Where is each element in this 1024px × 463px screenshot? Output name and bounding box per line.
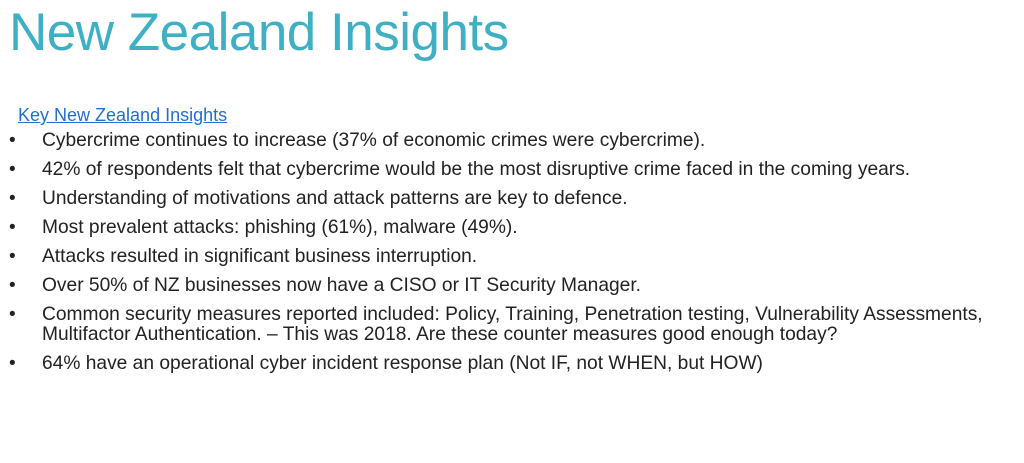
bullet-text: Most prevalent attacks: phishing (61%), malware (49%).	[42, 217, 518, 238]
bullet-item-response-plan	[0, 354, 1024, 374]
bullet-text: Attacks resulted in significant business interruption.	[42, 246, 478, 267]
bullet-item-security-measures	[0, 305, 1024, 345]
bullet-text: Cybercrime continues to increase (37% of economic crimes were cybercrime).	[42, 130, 706, 151]
bullet-item-motivations	[0, 189, 1024, 209]
key-insights-link[interactable]: Key New Zealand Insights	[18, 105, 228, 125]
bullet-text: Common security measures reported included: Policy, Training, Penetration testing, Vulnerability Assessments, Multifactor Authentication. – This was 2018. Are these counter measures good enough today?	[42, 304, 983, 345]
bullet-item-disruptive-crime	[0, 160, 1024, 180]
bullet-icon: •	[9, 159, 16, 180]
bullet-icon: •	[9, 246, 16, 267]
bullet-text: Over 50% of NZ businesses now have a CISO or IT Security Manager.	[42, 275, 641, 296]
bullet-item-ciso	[0, 276, 1024, 296]
bullet-text: 42% of respondents felt that cybercrime would be the most disruptive crime faced in the coming years.	[42, 159, 911, 180]
bullet-icon: •	[9, 353, 16, 374]
slide-title: New Zealand Insights	[9, 3, 509, 62]
bullet-item-cybercrime-increase	[0, 131, 1024, 151]
bullet-text: Understanding of motivations and attack patterns are key to defence.	[42, 188, 628, 209]
bullet-icon: •	[9, 275, 16, 296]
bullet-icon: •	[9, 304, 16, 325]
bullet-text: 64% have an operational cyber incident response plan (Not IF, not WHEN, but HOW)	[42, 353, 763, 374]
bullet-icon: •	[9, 130, 16, 151]
bullet-icon: •	[9, 188, 16, 209]
bullet-item-prevalent-attacks	[0, 218, 1024, 238]
insights-bullet-list	[0, 131, 1024, 383]
bullet-icon: •	[9, 217, 16, 238]
bullet-item-business-interruption	[0, 247, 1024, 267]
